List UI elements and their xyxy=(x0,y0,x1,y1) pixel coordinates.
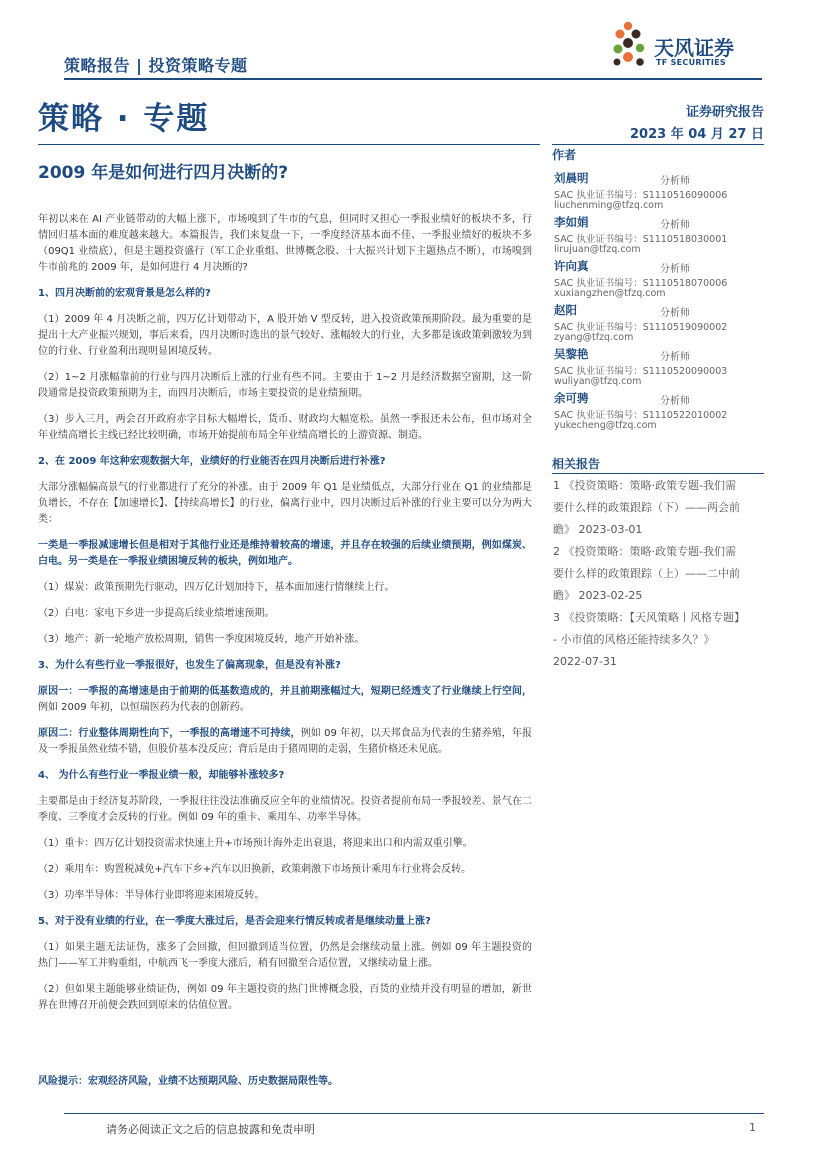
section-2-heading: 2、在 2009 年这种宏观数据大年，业绩好的行业能否在四月决断后进行补涨? xyxy=(38,456,386,467)
author-name: 赵阳 xyxy=(554,303,577,317)
section-5-heading: 5、对于没有业绩的行业，在一季度大涨过后，是否会迎来行情反转或者是继续动量上涨? xyxy=(38,916,431,927)
logo-company-name-en: TF SECURITIES xyxy=(656,58,726,67)
section-3-reason-2 xyxy=(38,726,532,758)
logo-company-name: 天风证券 xyxy=(654,36,734,60)
authors-heading: 作者 xyxy=(552,148,577,162)
author-role: 分析师 xyxy=(660,220,690,231)
risk-warning: 风险提示：宏观经济风险，业绩不达预期风险、历史数据局限性等。 xyxy=(38,1076,338,1087)
author-name: 刘晨明 xyxy=(554,171,589,185)
related-report-item[interactable]: 2 《投资策略：策略·政策专题-我们需 要什么样的政策跟踪（上）——二中前 瞻》 2023-02-25 xyxy=(553,545,740,602)
section-4-item-3: （3）功率半导体：半导体行业即将迎来困境反转。 xyxy=(38,890,265,901)
title-rule xyxy=(38,144,540,145)
main-content xyxy=(38,212,532,1024)
doc-type-label: 策略报告 | 投资策略专题 xyxy=(64,56,248,75)
section-1-heading: 1、四月决断前的宏观背景是怎么样的? xyxy=(38,288,211,299)
section-title: 策略 · 专题 xyxy=(38,101,210,137)
author-role: 分析师 xyxy=(660,308,690,319)
author-role: 分析师 xyxy=(660,264,690,275)
intro-paragraph: 年初以来在 AI 产业链带动的大幅上涨下，市场嗅到了牛市的气息，但同时又担心一季报业绩好的板块不多，行情回归基本面的难度越来越大。本篇报告，我们来复盘一下，一季度经济基本面不佳、一季报业绩好的板块不多（09Q1 业绩底），但是主题投资盛行（军工企业重组、世博概念股、十大振兴计划下主题热点不断），市场嗅到牛市前兆的 2009 年，是如何进行 4 月决断的? xyxy=(38,214,532,273)
author-name: 李如娟 xyxy=(554,215,589,229)
reason-2-bold: 原因二：行业整体周期性向下，一季报的高增速不可持续， xyxy=(38,728,301,739)
author-role: 分析师 xyxy=(660,396,690,407)
section-4-item-1: （1）重卡：四万亿计划投资需求快速上升+市场预计海外走出衰退，将迎来出口和内需双重引擎。 xyxy=(38,838,473,849)
related-report-item[interactable]: 1 《投资策略：策略·政策专题-我们需 要什么样的政策跟踪（下）——两会前 瞻》 2023-03-01 xyxy=(553,479,740,536)
author-name: 许向真 xyxy=(554,259,589,273)
report-title: 2009 年是如何进行四月决断的? xyxy=(38,163,289,183)
report-type: 证券研究报告 xyxy=(685,105,764,120)
author-cert: SAC 执业证书编号：S1110516090006 xyxy=(554,190,728,201)
author-email[interactable]: liuchenming@tfzq.com xyxy=(554,200,664,211)
author-email[interactable]: lirujuan@tfzq.com xyxy=(554,244,641,255)
author-email[interactable]: wuliyan@tfzq.com xyxy=(554,376,642,387)
author-email[interactable]: yukecheng@tfzq.com xyxy=(554,420,657,431)
author-card xyxy=(552,346,764,390)
related-report-item[interactable]: 3 《投资策略：【天风策略丨风格专题】 - 小市值的风格还能持续多久？》 2022-07-31 xyxy=(553,611,745,668)
reason-2-text: 例如 09 年初，以天邦食品为代表的生猪养殖，年报及一季报虽然业绩不错，但股价基本没反应；背后是由于猪周期的走弱，生猪价格还未见底。 xyxy=(38,728,533,755)
author-card xyxy=(552,214,764,258)
author-name: 吴黎艳 xyxy=(554,347,589,361)
section-1-p2: （2）1~2 月涨幅靠前的行业与四月决断后上涨的行业有些不同。主要由于 1~2 月是经济数据空窗期，这一阶段通常是投资政策预期为主，而四月决断后，市场主要投资的是业绩预期。 xyxy=(38,372,532,399)
author-role: 分析师 xyxy=(660,352,690,363)
section-2-p1: 大部分涨幅偏高景气的行业都进行了充分的补涨。由于 2009 年 Q1 是业绩低点，大部分行业在 Q1 的业绩都是负增长，不存在【加速增长】、【持续高增长】的行业，偏离行业中，四月决断过后补涨的行业主要可以分为两大类： xyxy=(38,482,532,525)
section-4-heading: 4、 为什么有些行业一季报业绩一般，却能够补涨较多? xyxy=(38,770,285,781)
section-2-highlight: 一类是一季报减速增长但是相对于其他行业还是维持着较高的增速，并且存在较强的后续业绩预期，例如煤炭、白电。另一类是在一季报业绩困境反转的板块，例如地产。 xyxy=(38,540,532,567)
author-cert: SAC 执业证书编号：S1110522010002 xyxy=(554,410,728,421)
author-cert: SAC 执业证书编号：S1110519090002 xyxy=(554,322,728,333)
footer-disclaimer: 请务必阅读正文之后的信息披露和免责申明 xyxy=(106,1123,315,1136)
author-cert: SAC 执业证书编号：S1110518070006 xyxy=(554,278,728,289)
author-role: 分析师 xyxy=(660,176,690,187)
author-cert: SAC 执业证书编号：S1110520090003 xyxy=(554,366,728,377)
report-date: 2023 年 04 月 27 日 xyxy=(630,127,764,142)
related-rule xyxy=(552,473,764,474)
section-3-heading: 3、为什么有些行业一季报很好，也发生了偏离现象，但是没有补涨? xyxy=(38,660,341,671)
related-reports-heading: 相关报告 xyxy=(552,457,601,471)
section-3-reason-1 xyxy=(38,684,532,716)
author-email[interactable]: zyang@tfzq.com xyxy=(554,332,634,343)
reason-1-text: 例如 2009 年初，以恒瑞医药为代表的创新药。 xyxy=(38,702,250,713)
section-5-p1: （1）如果主题无法证伪，涨多了会回撤，但回撤到适当位置，仍然是会继续动量上涨。例如 09 年主题投资的热门——军工并购重组，中航西飞一季度大涨后，稍有回撤至合适位置，又继续动量上涨。 xyxy=(38,942,532,969)
header-rule xyxy=(64,78,762,80)
section-4-item-2: （2）乘用车：购置税减免+汽车下乡+汽车以旧换新，政策刺激下市场预计乘用车行业将会反转。 xyxy=(38,864,472,875)
section-2-item-2: （2）白电：家电下乡进一步提高后续业绩增速预期。 xyxy=(38,608,275,619)
author-card xyxy=(552,258,764,302)
page-number: 1 xyxy=(749,1121,756,1134)
footer-rule xyxy=(64,1113,764,1114)
related-reports-list xyxy=(553,475,765,673)
author-card xyxy=(552,302,764,346)
section-2-item-1: （1）煤炭：政策预期先行驱动，四万亿计划加持下，基本面加速行情继续上行。 xyxy=(38,582,395,593)
section-5-p2: （2）但如果主题能够业绩证伪，例如 09 年主题投资的热门世博概念股，百货的业绩并没有明显的增加，新世界在世博召开前便会跌回到原来的估值位置。 xyxy=(38,984,532,1011)
section-1-p1: （1）2009 年 4 月决断之前，四万亿计划带动下，A 股开始 V 型反转，进入投资政策预期阶段。最为重要的是提出十大产业振兴规划，事后来看，四月决断时选出的景气较好、涨幅较大的行业，大多都是该政策刺激较为到位的行业、行业盈利出现明显困境反转。 xyxy=(38,314,532,357)
section-2-item-3: （3）地产：新一轮地产放松周期，销售一季度困境反转，地产开始补涨。 xyxy=(38,634,365,645)
author-card xyxy=(552,170,764,214)
author-email[interactable]: xuxiangzhen@tfzq.com xyxy=(554,288,666,299)
author-card xyxy=(552,390,764,434)
author-cert: SAC 执业证书编号：S1110518030001 xyxy=(554,234,728,245)
sidebar-rule xyxy=(552,144,764,145)
section-1-p3: （3）步入三月，两会召开政府赤字目标大幅增长，货币、财政均大幅宽松。虽然一季报还未公布，但市场对全年业绩高增长主线已经比较明确，市场开始提前布局全年业绩高增长的上游资源、制造。 xyxy=(38,414,532,441)
author-name: 余可骋 xyxy=(554,391,589,405)
section-4-p1: 主要都是由于经济复苏阶段，一季报往往没法准确反应全年的业绩情况。投资者提前布局一季报较差、景气在二季度、三季度才会反转的行业。例如 09 年的重卡、乘用车、功率半导体。 xyxy=(38,796,532,823)
reason-1-bold: 原因一：一季报的高增速是由于前期的低基数造成的，并且前期涨幅过大，短期已经透支了行业继续上行空间， xyxy=(38,686,532,697)
